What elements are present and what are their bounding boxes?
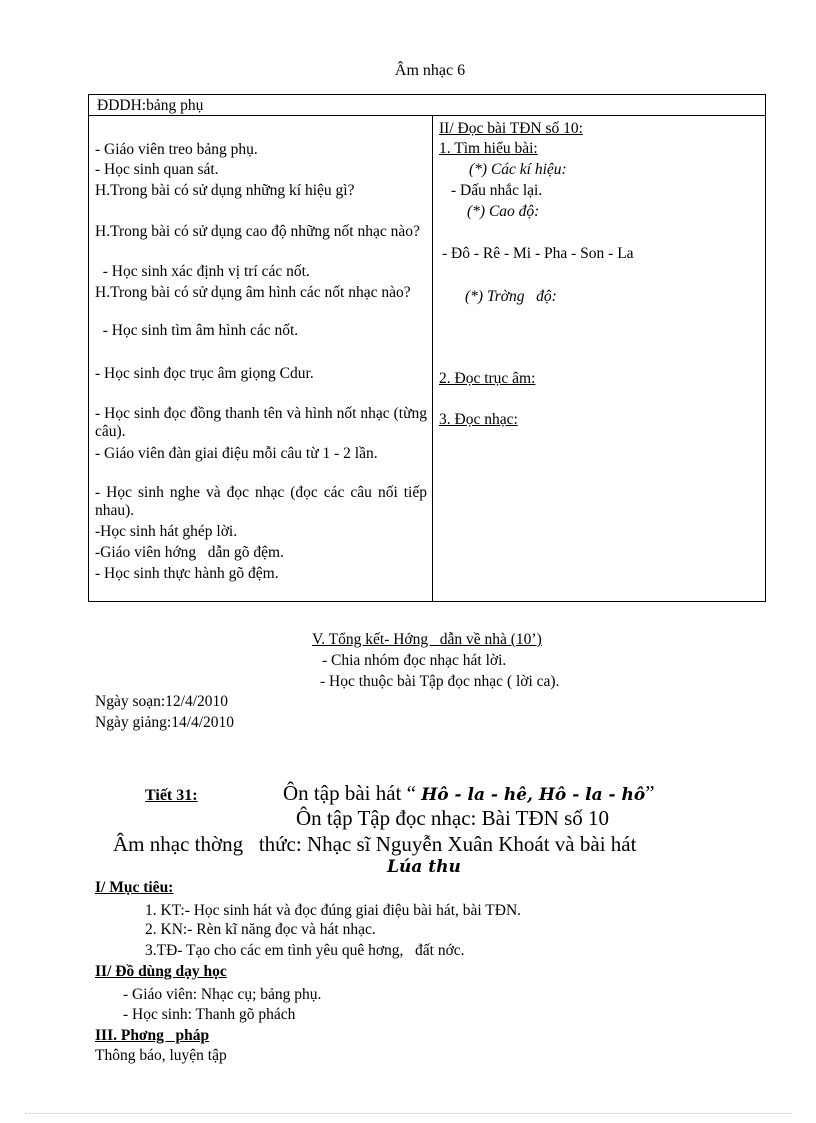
lesson-song-title: Hô - la - hê, Hô - la - hô bbox=[421, 785, 646, 805]
table-header-row bbox=[89, 95, 765, 116]
left-line: - Học sinh đọc đồng thanh tên và hình nốt nhạc (từng câu). bbox=[95, 405, 427, 440]
methods-text: Thông báo, luyện tập bbox=[95, 1047, 227, 1064]
left-line: H.Trong bài có sử dụng cao độ những nốt nhạc nào? bbox=[95, 223, 420, 240]
summary-line: - Học thuộc bài Tập đọc nhạc ( lời ca). bbox=[320, 673, 560, 690]
materials-heading: II/ Đồ dùng dạy học bbox=[95, 963, 227, 980]
left-line: H.Trong bài có sử dụng âm hình các nốt nhạc nào? bbox=[95, 284, 411, 301]
left-line: -Học sinh hát ghép lời. bbox=[95, 523, 238, 540]
lesson-song-2: Lúa thu bbox=[387, 857, 461, 877]
left-line: H.Trong bài có sử dụng những kí hiệu gì? bbox=[95, 182, 355, 199]
date-prepared: Ngày soạn:12/4/2010 bbox=[95, 693, 229, 710]
right-pitch-value: - Đô - Rê - Mi - Pha - Son - La bbox=[442, 245, 634, 262]
left-line: - Giáo viên treo bảng phụ. bbox=[95, 141, 258, 158]
right-sub-symbols: (*) Các kí hiệu: bbox=[469, 161, 567, 178]
lesson-line-1 bbox=[283, 781, 655, 807]
objective-item: 1. KT:- Học sinh hát và đọc đúng giai điệu bài hát, bài TĐN. bbox=[145, 902, 522, 919]
right-item-1 bbox=[439, 139, 538, 159]
objectives-heading: I/ Mục tiêu: bbox=[95, 879, 174, 896]
lesson-label: Tiết 31: bbox=[145, 787, 198, 804]
page-header: Âm nhạc 6 bbox=[394, 62, 466, 79]
table-header-label: ĐDDH:bảng phụ bbox=[97, 97, 204, 114]
left-line: - Học sinh đọc trục âm giọng Cdur. bbox=[95, 365, 314, 382]
right-symbols-value: - Dấu nhắc lại. bbox=[451, 182, 543, 199]
methods-heading: III. Phơng pháp bbox=[95, 1027, 210, 1044]
objective-item: 2. KN:- Rèn kĩ năng đọc và hát nhạc. bbox=[145, 921, 376, 938]
summary-heading: V. Tổng kết- Hớng dẫn về nhà (10’) bbox=[312, 631, 542, 648]
right-item-1-label: 1. Tìm hiểu bài: bbox=[439, 140, 538, 157]
lesson-table bbox=[88, 94, 766, 602]
left-line: - Học sinh tìm âm hình các nốt. bbox=[95, 322, 299, 339]
right-item-2: 2. Đọc trục âm: bbox=[439, 370, 536, 387]
summary-line: - Chia nhóm đọc nhạc hát lời. bbox=[322, 652, 507, 669]
left-line: - Học sinh xác định vị trí các nốt. bbox=[95, 263, 310, 280]
left-line: - Giáo viên đàn giai điệu mỗi câu từ 1 - 2 lần. bbox=[95, 445, 378, 462]
date-taught: Ngày giảng:14/4/2010 bbox=[95, 714, 235, 731]
lesson-line-1-suffix: ” bbox=[645, 781, 655, 805]
right-sub-pitch: (*) Cao độ: bbox=[467, 203, 540, 220]
left-line: - Học sinh nghe và đọc nhạc (đọc các câu nối tiếp nhau). bbox=[95, 484, 427, 519]
left-line: - Học sinh quan sát. bbox=[95, 161, 219, 178]
left-line: - Học sinh thực hành gõ đệm. bbox=[95, 565, 279, 582]
lesson-line-2: Ôn tập Tập đọc nhạc: Bài TĐN số 10 bbox=[296, 806, 610, 830]
column-divider bbox=[432, 115, 433, 601]
page-bottom-divider bbox=[25, 1113, 791, 1114]
right-section-title: II/ Đọc bài TĐN số 10: bbox=[439, 120, 583, 137]
objective-item: 3.TĐ- Tạo cho các em tình yêu quê hơng, đất nớc. bbox=[145, 942, 465, 959]
lesson-line-1-prefix: Ôn tập bài hát “ bbox=[283, 781, 422, 805]
right-sub-duration: (*) Trờng độ: bbox=[465, 288, 557, 305]
lesson-line-3: Âm nhạc thờng thức: Nhạc sĩ Nguyễn Xuân Khoát và bài hát bbox=[113, 832, 637, 856]
left-line: -Giáo viên hớng dẫn gõ đệm. bbox=[95, 544, 284, 561]
right-item-3: 3. Đọc nhạc: bbox=[439, 411, 518, 428]
materials-item: - Học sinh: Thanh gõ phách bbox=[123, 1006, 296, 1023]
materials-item: - Giáo viên: Nhạc cụ; bảng phụ. bbox=[123, 986, 322, 1003]
